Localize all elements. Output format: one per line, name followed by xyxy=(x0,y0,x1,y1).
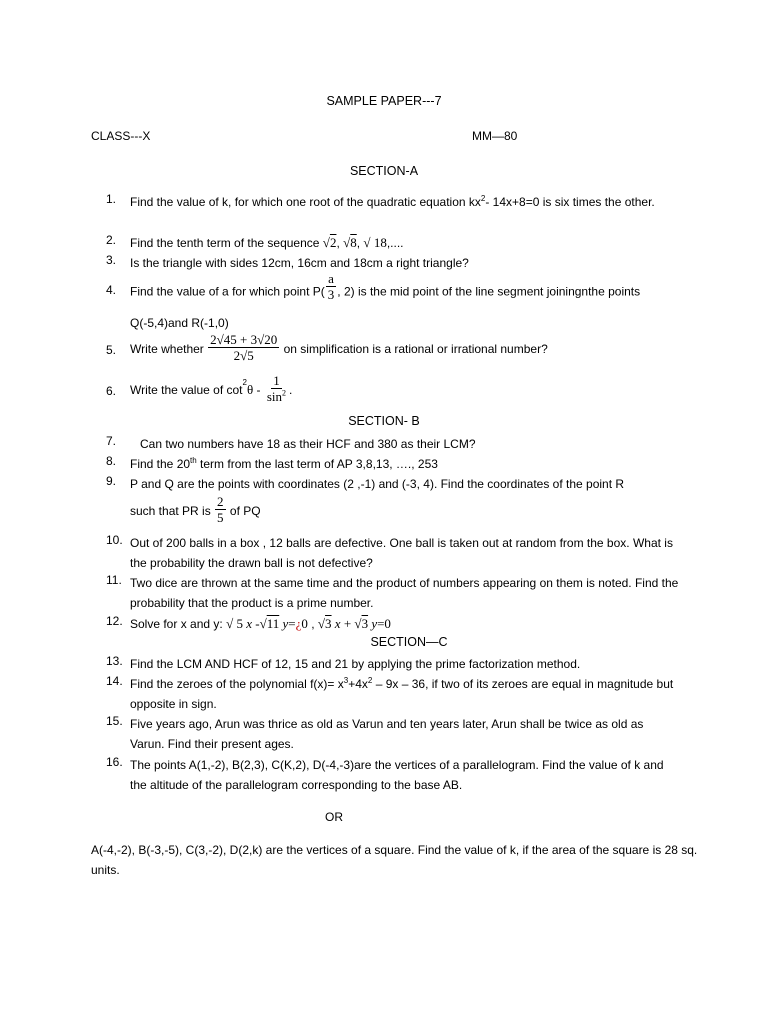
question-text: Find the value of a for which point P( $\frac{a}{3}$ , 2) is the mid point of the line segment joiningnthe points xyxy=(130,271,641,302)
question-number: 12. xyxy=(106,614,123,628)
or-label: OR xyxy=(325,810,343,824)
fraction: $\frac{1}{\sin^2}$ xyxy=(266,373,287,404)
question-number: 8. xyxy=(106,454,117,468)
question-text: Is the triangle with sides 12cm, 16cm and 18cm a right triangle? xyxy=(130,256,469,270)
fraction: $\frac{2√45 + 3√20}{2√5}$ xyxy=(210,332,278,363)
question-number: 1. xyxy=(106,192,117,206)
question-text: Find the tenth term of the sequence √2, √8, √ 18,.... xyxy=(130,235,404,250)
paper-title: SAMPLE PAPER---7 xyxy=(326,94,442,108)
question-text: Five years ago, Arun was thrice as old as Varun and ten years later, Arun shall be twice as old as Varun. Find their present ages. xyxy=(130,717,644,751)
equation-2: √3 x + √3 y=0 xyxy=(317,616,391,631)
question-number: 13. xyxy=(106,654,123,668)
question-text: Write whether $\frac{2√45 + 3√20}{2√5}$ on simplification is a rational or irrational number? xyxy=(130,332,548,363)
question-text: Can two numbers have 18 as their HCF and 380 as their LCM? xyxy=(140,437,476,451)
question-text: Solve for x and y: √ 5 x -√11 y=¿0 , √3 x + √3 y=0 xyxy=(130,616,391,631)
equation-1: √ 5 x -√11 y=¿0 xyxy=(226,616,308,631)
question-number: 2. xyxy=(106,233,117,247)
question-text: Write the value of $\cot^2\theta$ - $\frac{1}{\sin^2}$ . xyxy=(130,373,293,404)
question-text: Out of 200 balls in a box , 12 balls are defective. One ball is taken out at random from the box. What is the probability the drawn ball is not defective? xyxy=(130,536,673,570)
question-number: 3. xyxy=(106,253,117,267)
question-number: 10. xyxy=(106,533,123,547)
section-c-heading: SECTION—C xyxy=(370,635,448,649)
alternative-question: A(-4,-2), B(-3,-5), C(3,-2), D(2,k) are the vertices of a square. Find the value of k, if the area of the square is 28 sq. units. xyxy=(91,843,698,877)
question-number: 4. xyxy=(106,283,117,297)
fraction: $\frac{a}{3}$ xyxy=(327,271,335,302)
question-text: P and Q are the points with coordinates (2 ,-1) and (-3, 4). Find the coordinates of the point R xyxy=(130,477,625,491)
question-text: Find the zeroes of the polynomial $f(x)= x^3+4x^2 - 9x - 36$, if two of its zeroes are equal in magnitude but opposite in sign. xyxy=(130,676,674,711)
section-b-heading: SECTION- B xyxy=(348,414,420,428)
question-text: Find the 20th term from the last term of AP 3,8,13, …., 253 xyxy=(130,456,438,471)
question-number: 16. xyxy=(106,755,123,769)
question-text: The points A(1,-2), B(2,3), C(K,2), D(-4,-3)are the vertices of a parallelogram. Find the value of k and the altitude of the parallelogram corresponding to the base AB. xyxy=(130,758,664,792)
question-number: 7. xyxy=(106,434,117,448)
max-marks-label: MM—80 xyxy=(472,129,518,143)
question-number: 14. xyxy=(106,674,123,688)
class-label: CLASS---X xyxy=(91,129,151,143)
question-number: 15. xyxy=(106,714,123,728)
question-number: 5. xyxy=(106,343,117,357)
question-text: Two dice are thrown at the same time and the product of numbers appearing on them is noted. Find the probability that the product is a prime number. xyxy=(130,576,679,610)
question-number: 11. xyxy=(106,573,122,587)
question-number: 6. xyxy=(106,384,117,398)
section-a-heading: SECTION-A xyxy=(349,164,419,178)
fraction: $\frac{2}{5}$ xyxy=(217,494,224,525)
question-number: 9. xyxy=(106,474,117,488)
exam-paper: SAMPLE PAPER---7 CLASS---X MM—80 SECTION-A 1. Find the value of k, for which one root of the quadratic equation $kx^2-$ 14x+8=0 is six times the other. 2. Find the tenth term of the sequence √2, √8, √ 18,.... 3. Is the triangle with sides 12cm, 16cm and 18cm a right triangle? 4. Find the value of a for which point P( $\frac{a}{3}$ , 2) is the mid point of the line segment joiningnthe points Q(-5,4)and R(-1,0) 5. Write whether $\frac{2√45 + 3√20}{2√5}$ on simplification is a rational or irrational number? 6. Write the value of $\cot^2\theta$ - $\frac{1}{\sin^2}$ . SECTION- B 7. Can two numbers have 18 as their HCF and 380 as their LCM? 8. Find the 20th term from the last term of AP 3,8,13, …., 253 9. P and Q are the points with coordinates (2 ,-1) and (-3, 4). Find the coordinates of the point R such that PR is $\frac{2}{5}$ of PQ 10. Out of 200 balls in a box , 12 balls are defective. One ball is taken out at random from the box. What is the probability the drawn ball is not defective? 11. Two dice are thrown at the same time and the product of numbers appearing on them is noted. Find the probability that the product is a prime number. 12. Solve for x and y: √ 5 x -√11 y=¿0 , √3 x + √3 y=0 SECTION—C 13. Find the LCM AND HCF of 12, 15 and 21 by applying the prime factorization method. 14. Find the zeroes of the polynomial $f(x)= x^3+4x^2 - 9x - 36$, if two of its zeroes are equal in magnitude but opposite in sign. 15. Five years ago, Arun was thrice as old as Varun and ten years later, Arun shall be twice as old as Varun. Find their present ages. 16. The points A(1,-2), B(2,3), C(K,2), D(-4,-3)are the vertices of a parallelogram. Find the value of k and the altitude of the parallelogram corresponding to the base AB. OR A(-4,-2), B(-3,-5), C(3,-2), D(2,k) are the vertices of a square. Find the value of k, if the area of the square is 28 sq. units. xyxy=(0,0,768,1024)
question-text: Find the LCM AND HCF of 12, 15 and 21 by applying the prime factorization method. xyxy=(130,657,581,671)
question-text: Find the value of k, for which one root of the quadratic equation $kx^2-$ 14x+8=0 is six times the other. xyxy=(130,194,655,209)
